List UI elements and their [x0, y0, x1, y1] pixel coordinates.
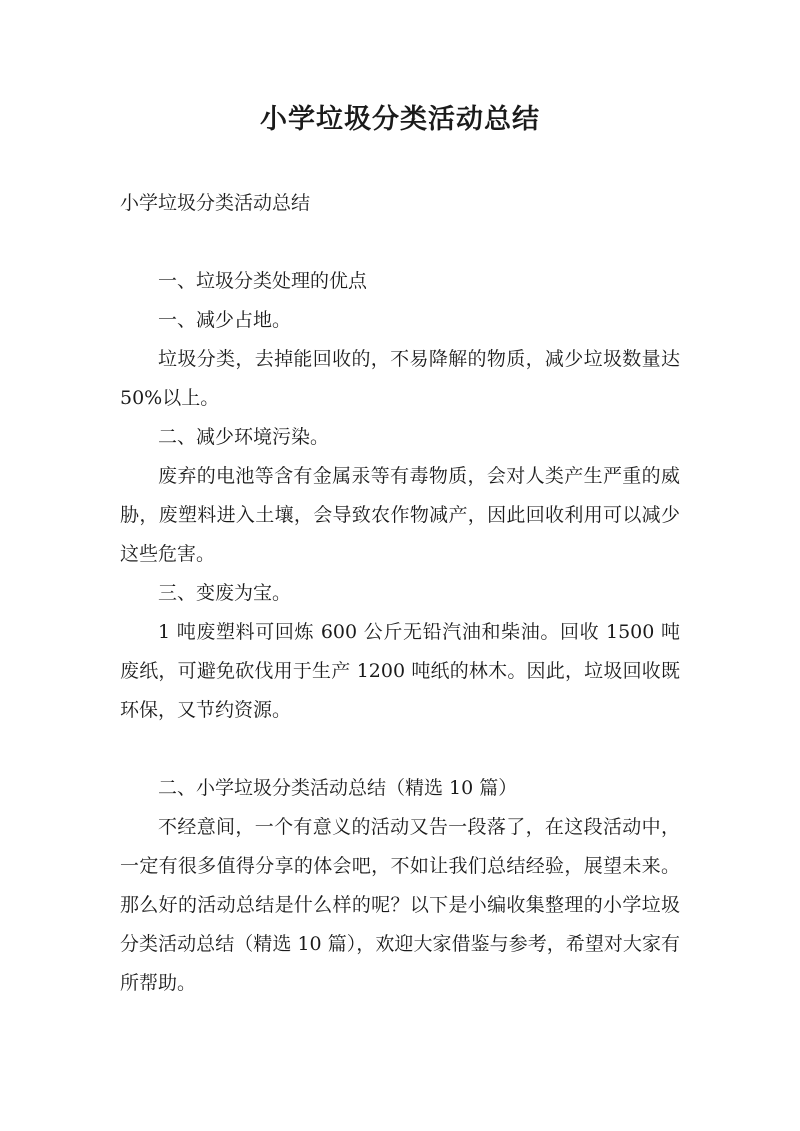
point3-text: 1 吨废塑料可回炼 600 公斤无铅汽油和柴油。回收 1500 吨废纸，可避免砍伐用于生产 1200 吨纸的林木。因此，垃圾回收既环保，又节约资源。: [120, 621, 680, 721]
point2-heading: 二、减少环境污染。: [158, 426, 330, 448]
document-subtitle: 小学垃圾分类活动总结: [120, 192, 311, 214]
section1-heading: 一、垃圾分类处理的优点: [158, 270, 368, 292]
blank-line: [120, 730, 680, 769]
document-title: 小学垃圾分类活动总结: [260, 104, 540, 135]
point2-text: 废弃的电池等含有金属汞等有毒物质，会对人类产生严重的威胁，废塑料进入土壤，会导致农作物减产，因此回收利用可以减少这些危害。: [120, 465, 680, 565]
point3-heading: 三、变废为宝。: [158, 582, 292, 604]
point1-heading: 一、减少占地。: [158, 309, 292, 331]
document-body: [120, 184, 680, 1003]
point1-text: 垃圾分类，去掉能回收的，不易降解的物质，减少垃圾数量达 50%以上。: [120, 348, 680, 409]
section2-heading: 二、小学垃圾分类活动总结（精选 10 篇）: [158, 777, 518, 799]
section2-intro-text: 不经意间，一个有意义的活动又告一段落了，在这段活动中，一定有很多值得分享的体会吧，不如让我们总结经验，展望未来。那么好的活动总结是什么样的呢？以下是小编收集整理的小学垃圾分类活动总结（精选 10 篇），欢迎大家借鉴与参考，希望对大家有所帮助。: [120, 816, 680, 994]
blank-line: [120, 223, 680, 262]
